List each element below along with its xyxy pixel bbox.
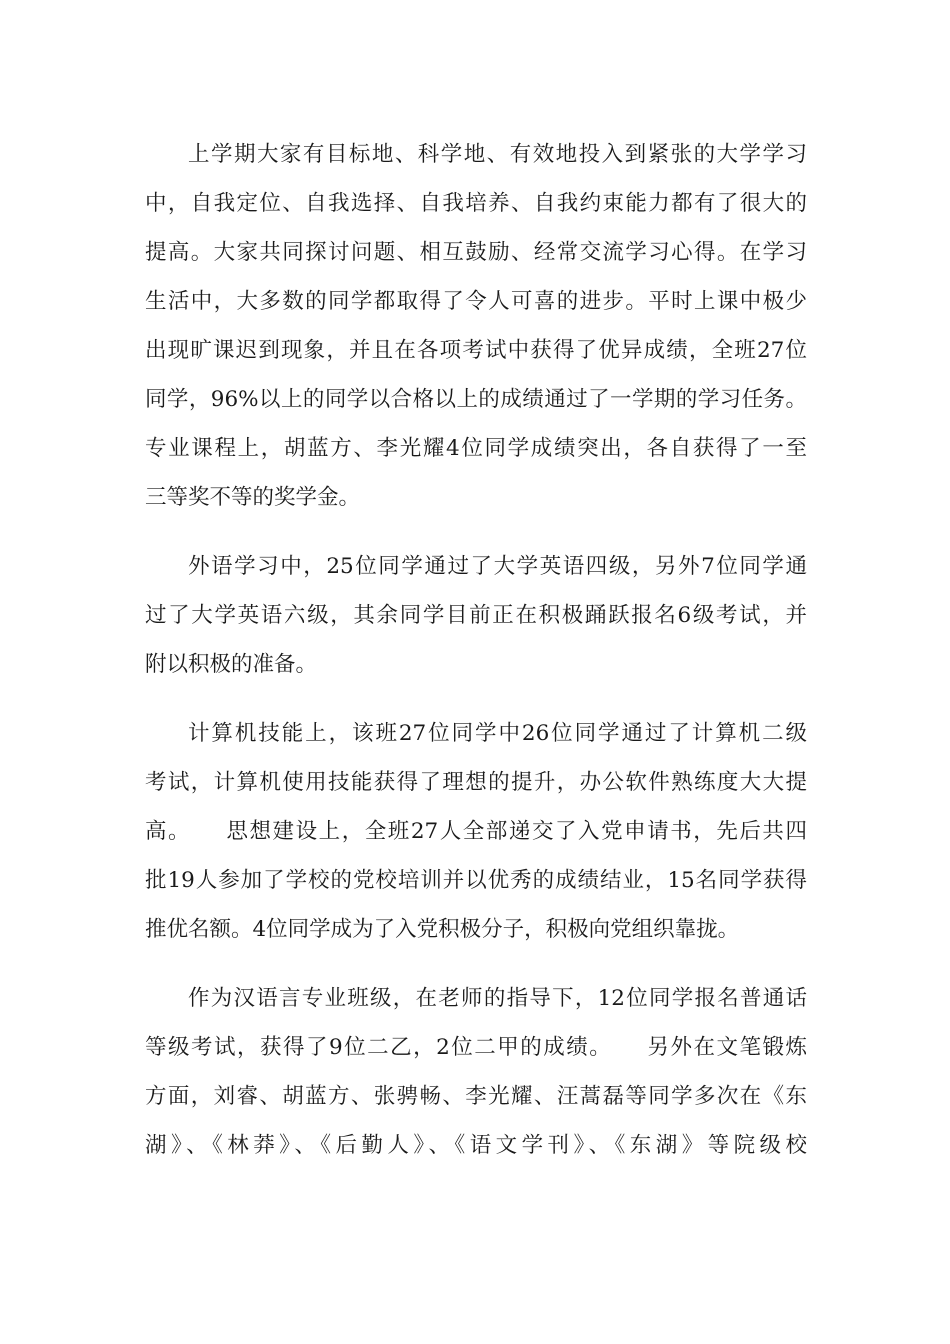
text-line: 湖》、《林莽》、《后勤人》、《语文学刊》、《东湖》等院级校 [145, 1133, 807, 1158]
text-line: 上学期大家有目标地、科学地、有效地投入到紧张的大学学习 [188, 142, 807, 167]
text-line: 生活中，大多数的同学都取得了令人可喜的进步。平时上课中极少 [145, 289, 807, 314]
text-line: 外语学习中，25位同学通过了大学英语四级，另外7位同学通 [188, 554, 807, 579]
text-line: 专业课程上，胡蓝方、李光耀4位同学成绩突出，各自获得了一至 [145, 436, 807, 461]
paragraph-foreign-language [145, 542, 807, 689]
text-line: 出现旷课迟到现象，并且在各项考试中获得了优异成绩，全班27位 [145, 338, 807, 363]
text-line: 中，自我定位、自我选择、自我培养、自我约束能力都有了很大的 [145, 191, 807, 216]
text-line: 高。 思想建设上，全班27人全部递交了入党申请书，先后共四 [145, 819, 807, 844]
text-line: 同学，96%以上的同学以合格以上的成绩通过了一学期的学习任务。 [145, 387, 807, 412]
text-line: 三等奖不等的奖学金。 [145, 485, 361, 510]
document-body [145, 130, 807, 1190]
paragraph-study [145, 130, 807, 522]
paragraph-computer-skills [145, 709, 807, 954]
text-line: 过了大学英语六级，其余同学目前正在积极踊跃报名6级考试，并 [145, 603, 807, 628]
paragraph-chinese-major [145, 974, 807, 1170]
text-line: 批19人参加了学校的党校培训并以优秀的成绩结业，15名同学获得 [145, 868, 807, 893]
text-line: 作为汉语言专业班级，在老师的指导下，12位同学报名普通话 [188, 986, 807, 1011]
text-line: 方面，刘睿、胡蓝方、张骋畅、李光耀、汪蒿磊等同学多次在《东 [145, 1084, 807, 1109]
text-line: 提高。大家共同探讨问题、相互鼓励、经常交流学习心得。在学习 [145, 240, 807, 265]
text-line: 计算机技能上，该班27位同学中26位同学通过了计算机二级 [188, 721, 807, 746]
text-line: 考试，计算机使用技能获得了理想的提升，办公软件熟练度大大提 [145, 770, 807, 795]
text-line: 附以积极的准备。 [145, 652, 318, 677]
text-line: 推优名额。4位同学成为了入党积极分子，积极向党组织靠拢。 [145, 917, 740, 942]
text-line: 等级考试，获得了9位二乙，2位二甲的成绩。 另外在文笔锻炼 [145, 1035, 807, 1060]
